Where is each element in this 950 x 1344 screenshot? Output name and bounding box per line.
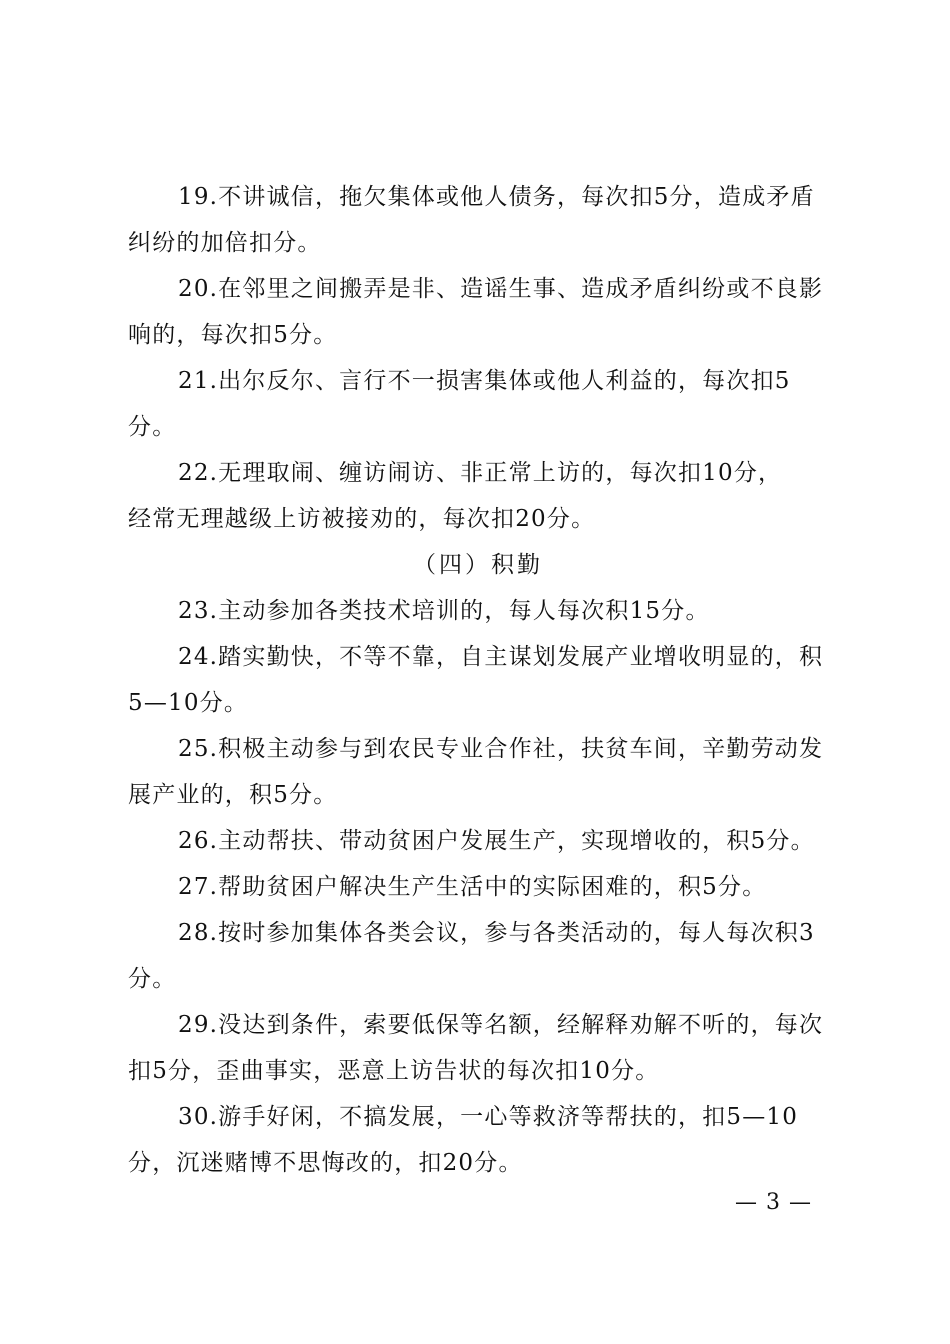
rule-item-22: 22.无理取闹、缠访闹访、非正常上访的，每次扣10分， [178, 460, 783, 486]
rule-item-24: 24.踏实勤快，不等不靠，自主谋划发展产业增收明显的，积5—10分。 [128, 644, 824, 716]
document-body [128, 174, 828, 1186]
rule-item-27: 27.帮助贫困户解决生产生活中的实际困难的，积5分。 [178, 874, 767, 900]
page-number: — 3 — [735, 1190, 812, 1215]
rule-item-30: 30.游手好闲，不搞发展，一心等救济等帮扶的，扣5—10分，沉迷赌博不思悔改的，扣20分。 [128, 1104, 799, 1176]
rule-item-29: 29.没达到条件，索要低保等名额，经解释劝解不听的，每次扣5分，歪曲事实，恶意上访告状的每次扣10分。 [128, 1012, 824, 1084]
rule-item-19: 19.不讲诚信，拖欠集体或他人债务，每次扣5分，造成矛盾纠纷的加倍扣分。 [128, 184, 815, 256]
rule-item-25: 25.积极主动参与到农民专业合作社，扶贫车间，辛勤劳动发展产业的，积5分。 [128, 736, 824, 808]
rule-item-26: 26.主动帮扶、带动贫困户发展生产，实现增收的，积5分。 [178, 828, 815, 854]
rule-item-28: 28.按时参加集体各类会议，参与各类活动的，每人每次积3分。 [128, 920, 815, 992]
rule-item-22-continued: 经常无理越级上访被接劝的，每次扣20分。 [128, 506, 596, 532]
rule-item-23: 23.主动参加各类技术培训的，每人每次积15分。 [178, 598, 710, 624]
rule-item-21: 21.出尔反尔、言行不一损害集体或他人利益的，每次扣5分。 [128, 368, 791, 440]
section-heading: （四）积勤 [413, 552, 543, 578]
rule-item-20: 20.在邻里之间搬弄是非、造谣生事、造成矛盾纠纷或不良影响的，每次扣5分。 [128, 276, 824, 348]
